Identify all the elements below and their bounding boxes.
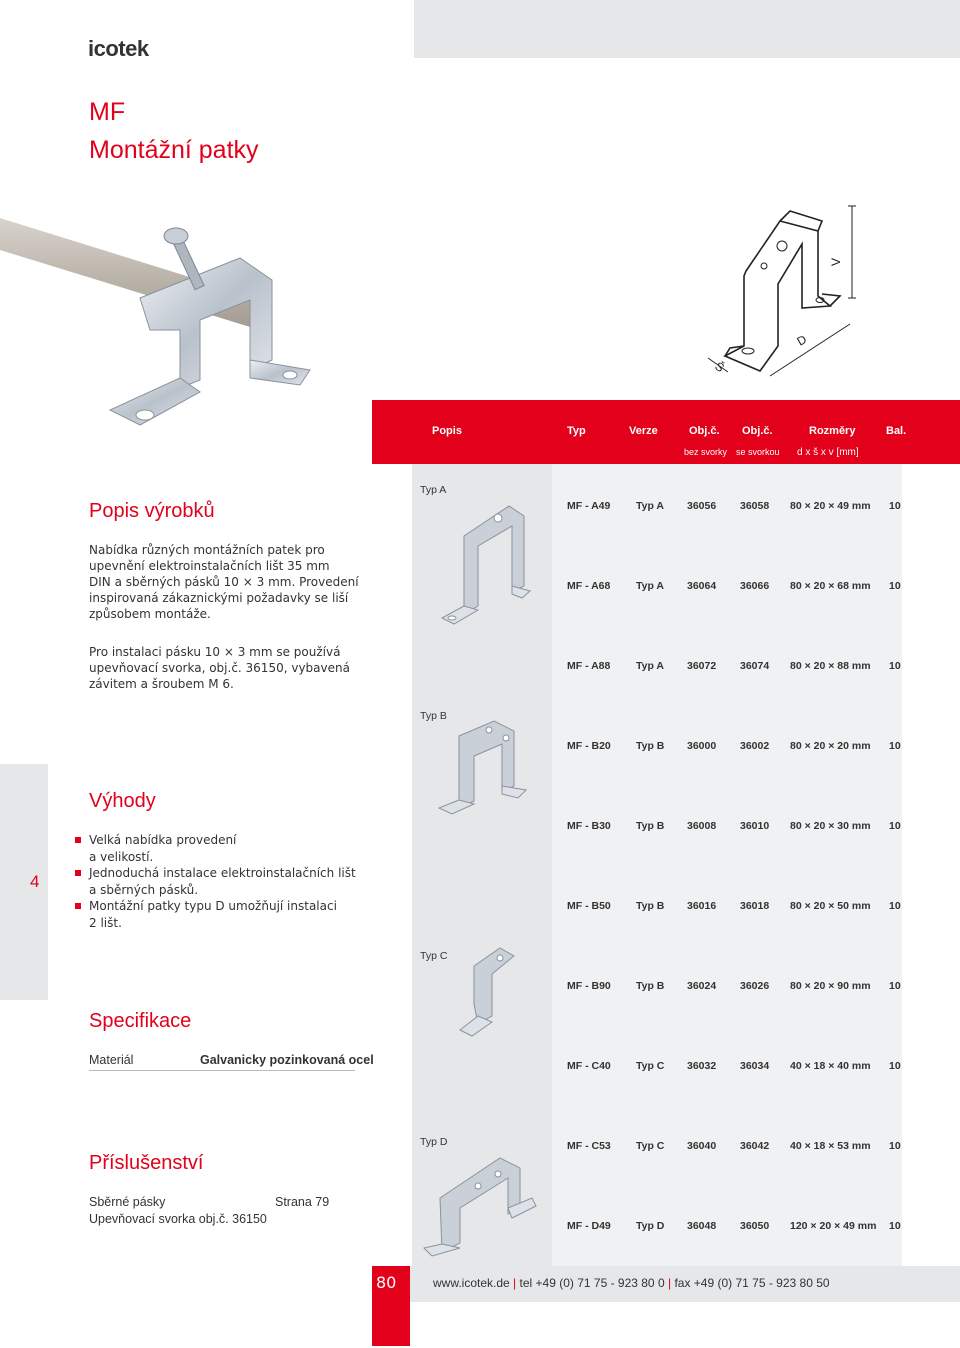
popis-p1-line: Nabídka různých montážních patek pro (89, 543, 325, 557)
dim-d-label: D (794, 332, 810, 349)
table-cell-rozmery: 80 × 20 × 68 mm (790, 580, 871, 592)
footer-url[interactable]: www.icotek.de (433, 1276, 510, 1290)
table-cell-popis: MF - A88 (567, 660, 611, 672)
popis-p2-line: Pro instalaci pásku 10 × 3 mm se používá (89, 645, 341, 659)
table-cell-rozmery: 40 × 18 × 40 mm (790, 1060, 871, 1072)
advantages-list (89, 832, 356, 931)
table-cell-obj1: 36072 (687, 660, 717, 672)
popis-p1-line: způsobem montáže. (89, 607, 211, 621)
table-cell-obj1: 36024 (687, 980, 717, 992)
col-popis: Popis (432, 425, 462, 437)
table-cell-obj2: 36018 (740, 900, 770, 912)
page-subtitle: Montážní patky (89, 136, 259, 164)
table-cell-obj1: 36016 (687, 900, 717, 912)
col-obj2: Obj.č. (742, 425, 773, 437)
col-rozmery-sub: d x š x v [mm] (797, 447, 859, 458)
table-cell-verze: Typ C (636, 1060, 665, 1072)
table-cell-rozmery: 80 × 20 × 49 mm (790, 500, 871, 512)
popis-p2-line: závitem a šroubem M 6. (89, 677, 234, 691)
popis-p2-line: upevňovací svorka, obj.č. 36150, vybavená (89, 661, 350, 675)
table-cell-popis: MF - B90 (567, 980, 611, 992)
spec-divider (89, 1070, 355, 1071)
popis-paragraph-2 (89, 644, 350, 692)
table-cell-bal: 10 (889, 1140, 901, 1152)
table-cell-popis: MF - C53 (567, 1140, 611, 1152)
footer-contact (433, 1276, 830, 1290)
footer-separator: | (513, 1276, 517, 1290)
table-cell-obj1: 36048 (687, 1220, 717, 1232)
dim-s-label: Š (712, 358, 727, 376)
table-cell-bal: 10 (889, 820, 901, 832)
table-cell-obj2: 36026 (740, 980, 770, 992)
table-cell-rozmery: 80 × 20 × 20 mm (790, 740, 871, 752)
col-obj1: Obj.č. (689, 425, 720, 437)
col-bal: Bal. (886, 425, 907, 437)
table-cell-verze: Typ C (636, 1140, 665, 1152)
table-cell-verze: Typ A (636, 580, 664, 592)
accessory-1-label: Sběrné pásky (89, 1195, 166, 1209)
accessory-1-value: Strana 79 (275, 1195, 330, 1209)
table-cell-obj2: 36058 (740, 500, 770, 512)
table-cell-rozmery: 80 × 20 × 88 mm (790, 660, 871, 672)
type-label-a: Typ A (420, 484, 447, 496)
table-cell-bal: 10 (889, 580, 901, 592)
section-heading-vyhody: Výhody (89, 790, 156, 812)
col-obj2-sub: se svorkou (736, 447, 780, 457)
table-cell-obj2: 36050 (740, 1220, 770, 1232)
type-label-c: Typ C (420, 950, 448, 962)
accessory-2-label: Upevňovací svorka obj.č. 36150 (89, 1212, 267, 1226)
table-cell-verze: Typ B (636, 820, 665, 832)
table-cell-obj1: 36032 (687, 1060, 717, 1072)
type-b-image (434, 716, 534, 816)
table-cell-obj1: 36000 (687, 740, 717, 752)
table-cell-rozmery: 80 × 20 × 30 mm (790, 820, 871, 832)
table-cell-popis: MF - B30 (567, 820, 611, 832)
popis-p1-line: DIN a sběrných pásků 10 × 3 mm. Provedení (89, 575, 359, 589)
footer-fax: fax +49 (0) 71 75 - 923 80 50 (674, 1276, 830, 1290)
table-cell-bal: 10 (889, 900, 901, 912)
table-cell-popis: MF - C40 (567, 1060, 611, 1072)
table-cell-rozmery: 80 × 20 × 50 mm (790, 900, 871, 912)
spec-value: Galvanicky pozinkovaná ocel (200, 1053, 374, 1067)
advantage-item: Velká nabídka provedení a velikostí. (89, 832, 356, 865)
table-cell-verze: Typ B (636, 900, 665, 912)
table-cell-obj1: 36064 (687, 580, 717, 592)
table-cell-bal: 10 (889, 1060, 901, 1072)
table-cell-obj2: 36010 (740, 820, 770, 832)
top-grey-bar (414, 0, 960, 58)
table-cell-verze: Typ B (636, 980, 665, 992)
table-cell-rozmery: 80 × 20 × 90 mm (790, 980, 871, 992)
col-verze: Verze (629, 425, 658, 437)
type-label-d: Typ D (420, 1136, 448, 1148)
section-heading-prislusenstvi: Příslušenství (89, 1152, 204, 1174)
table-cell-verze: Typ A (636, 500, 664, 512)
table-cell-obj2: 36074 (740, 660, 770, 672)
dim-v-label: V (829, 257, 843, 266)
table-cell-popis: MF - B20 (567, 740, 611, 752)
section-heading-popis: Popis výrobků (89, 500, 215, 522)
table-cell-obj1: 36008 (687, 820, 717, 832)
bullet-icon (75, 837, 81, 843)
table-cell-bal: 10 (889, 740, 901, 752)
table-cell-bal: 10 (889, 500, 901, 512)
page-number-box (372, 1266, 410, 1346)
popis-p1-line: inspirovaná zákaznickými požadavky se liší (89, 591, 349, 605)
table-cell-obj1: 36056 (687, 500, 717, 512)
table-cell-rozmery: 40 × 18 × 53 mm (790, 1140, 871, 1152)
table-cell-obj2: 36066 (740, 580, 770, 592)
col-rozmery: Rozměry (809, 425, 856, 437)
table-cell-verze: Typ D (636, 1220, 665, 1232)
bullet-icon (75, 870, 81, 876)
page-title: MF (89, 98, 126, 126)
bullet-icon (75, 903, 81, 909)
table-cell-obj2: 36034 (740, 1060, 770, 1072)
type-d-image (420, 1148, 540, 1258)
page-number: 80 (376, 1273, 397, 1292)
col-obj1-sub: bez svorky (684, 447, 728, 457)
footer-separator: | (667, 1276, 672, 1290)
popis-paragraph-1 (89, 542, 359, 622)
chapter-tab (0, 764, 48, 1000)
product-photo (0, 210, 372, 440)
table-cell-popis: MF - D49 (567, 1220, 611, 1232)
table-cell-popis: MF - A68 (567, 580, 611, 592)
spec-label: Materiál (89, 1053, 134, 1067)
type-a-image (434, 496, 534, 626)
table-cell-rozmery: 120 × 20 × 49 mm (790, 1220, 877, 1232)
section-heading-specifikace: Specifikace (89, 1010, 192, 1032)
col-typ: Typ (567, 425, 586, 437)
brand-logo: icotek (88, 36, 149, 61)
dimension-drawing (690, 196, 870, 386)
table-cell-verze: Typ A (636, 660, 664, 672)
advantage-item: Montážní patky typu D umožňují instalaci 2 lišt. (89, 898, 356, 931)
chapter-number: 4 (30, 872, 40, 891)
table-cell-bal: 10 (889, 660, 901, 672)
table-cell-popis: MF - B50 (567, 900, 611, 912)
table-cell-verze: Typ B (636, 740, 665, 752)
table-cell-obj2: 36042 (740, 1140, 770, 1152)
footer-tel: tel +49 (0) 71 75 - 923 80 0 (519, 1276, 665, 1290)
table-header (372, 400, 960, 464)
table-cell-popis: MF - A49 (567, 500, 611, 512)
table-cell-obj2: 36002 (740, 740, 770, 752)
advantage-item: Jednoduchá instalace elektroinstalačních lišt a sběrných pásků. (89, 865, 356, 898)
popis-p1-line: upevnění elektroinstalačních lišt 35 mm (89, 559, 330, 573)
type-c-image (454, 944, 524, 1040)
table-cell-bal: 10 (889, 980, 901, 992)
table-cell-bal: 10 (889, 1220, 901, 1232)
table-cell-obj1: 36040 (687, 1140, 717, 1152)
type-label-b: Typ B (420, 710, 447, 722)
